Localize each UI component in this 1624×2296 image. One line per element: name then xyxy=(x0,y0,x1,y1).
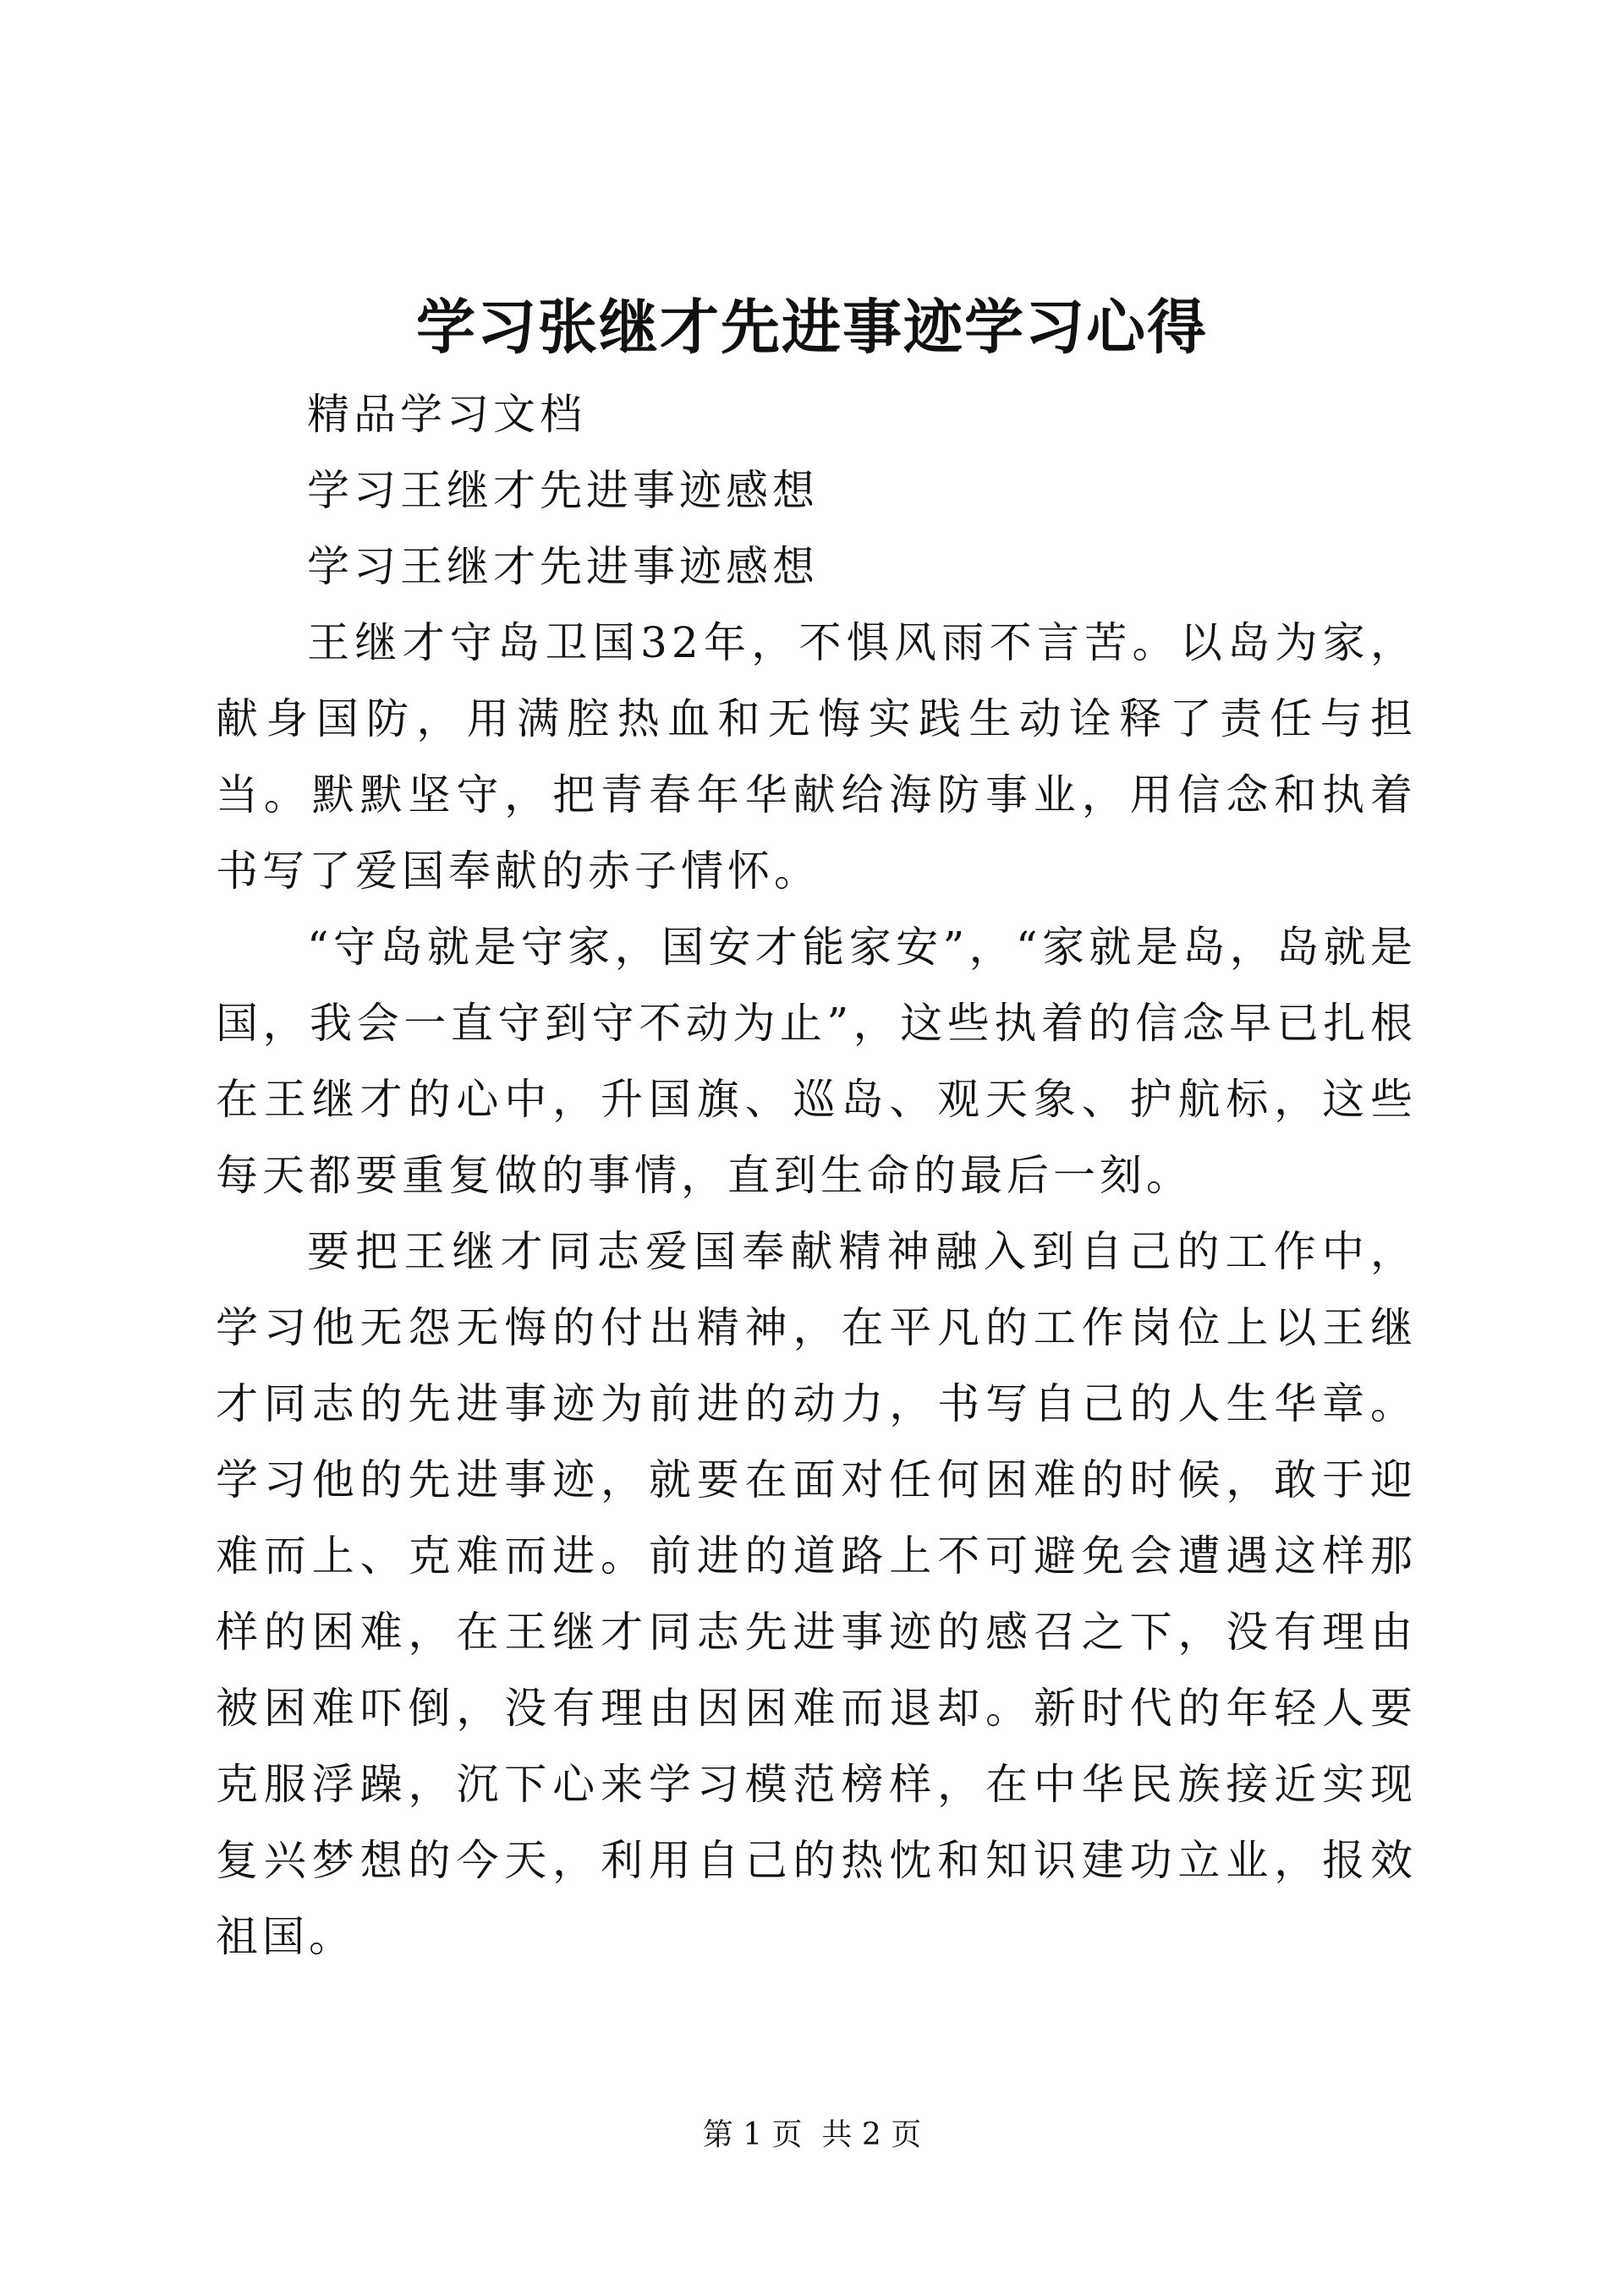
paragraph: “守岛就是守家，国安才能家安”，“家就是岛，岛就是国，我会一直守到守不动为止”，这些执着的信念早已扎根在王继才的心中，升国旗、巡岛、观天象、护航标，这些每天都要重复做的事情，直到生命的最后一刻。 xyxy=(216,923,1417,1200)
paragraph: 要把王继才同志爱国奉献精神融入到自己的工作中，学习他无怨无悔的付出精神，在平凡的工作岗位上以王继才同志的先进事迹为前进的动力，书写自己的人生华章。学习他的先进事迹，就要在面对任何困难的时候，敢于迎难而上、克难而进。前进的道路上不可避免会遭遇这样那样的困难，在王继才同志先进事迹的感召之下，没有理由被困难吓倒，没有理由因困难而退却。新时代的年轻人要克服浮躁，沉下心来学习模范榜样，在中华民族接近实现复兴梦想的今天，利用自己的热忱和知识建功立业，报效祖国。 xyxy=(216,1227,1417,1961)
paragraph: 精品学习文档 xyxy=(307,390,586,439)
paragraph: 学习王继才先进事迹感想 xyxy=(307,542,819,591)
page-number: 第 1 页 共 2 页 xyxy=(702,2118,922,2152)
document-body xyxy=(216,376,1417,1975)
paragraph: 王继才守岛卫国32年，不惧风雨不言苦。以岛为家，献身国防，用满腔热血和无悔实践生动诠释了责任与担当。默默坚守，把青春年华献给海防事业，用信念和执着书写了爱国奉献的赤子情怀。 xyxy=(216,618,1417,896)
page-footer xyxy=(0,2114,1624,2156)
paragraph: 学习王继才先进事迹感想 xyxy=(307,466,819,515)
document-title: 学习张继才先进事迹学习心得 xyxy=(416,292,1208,362)
